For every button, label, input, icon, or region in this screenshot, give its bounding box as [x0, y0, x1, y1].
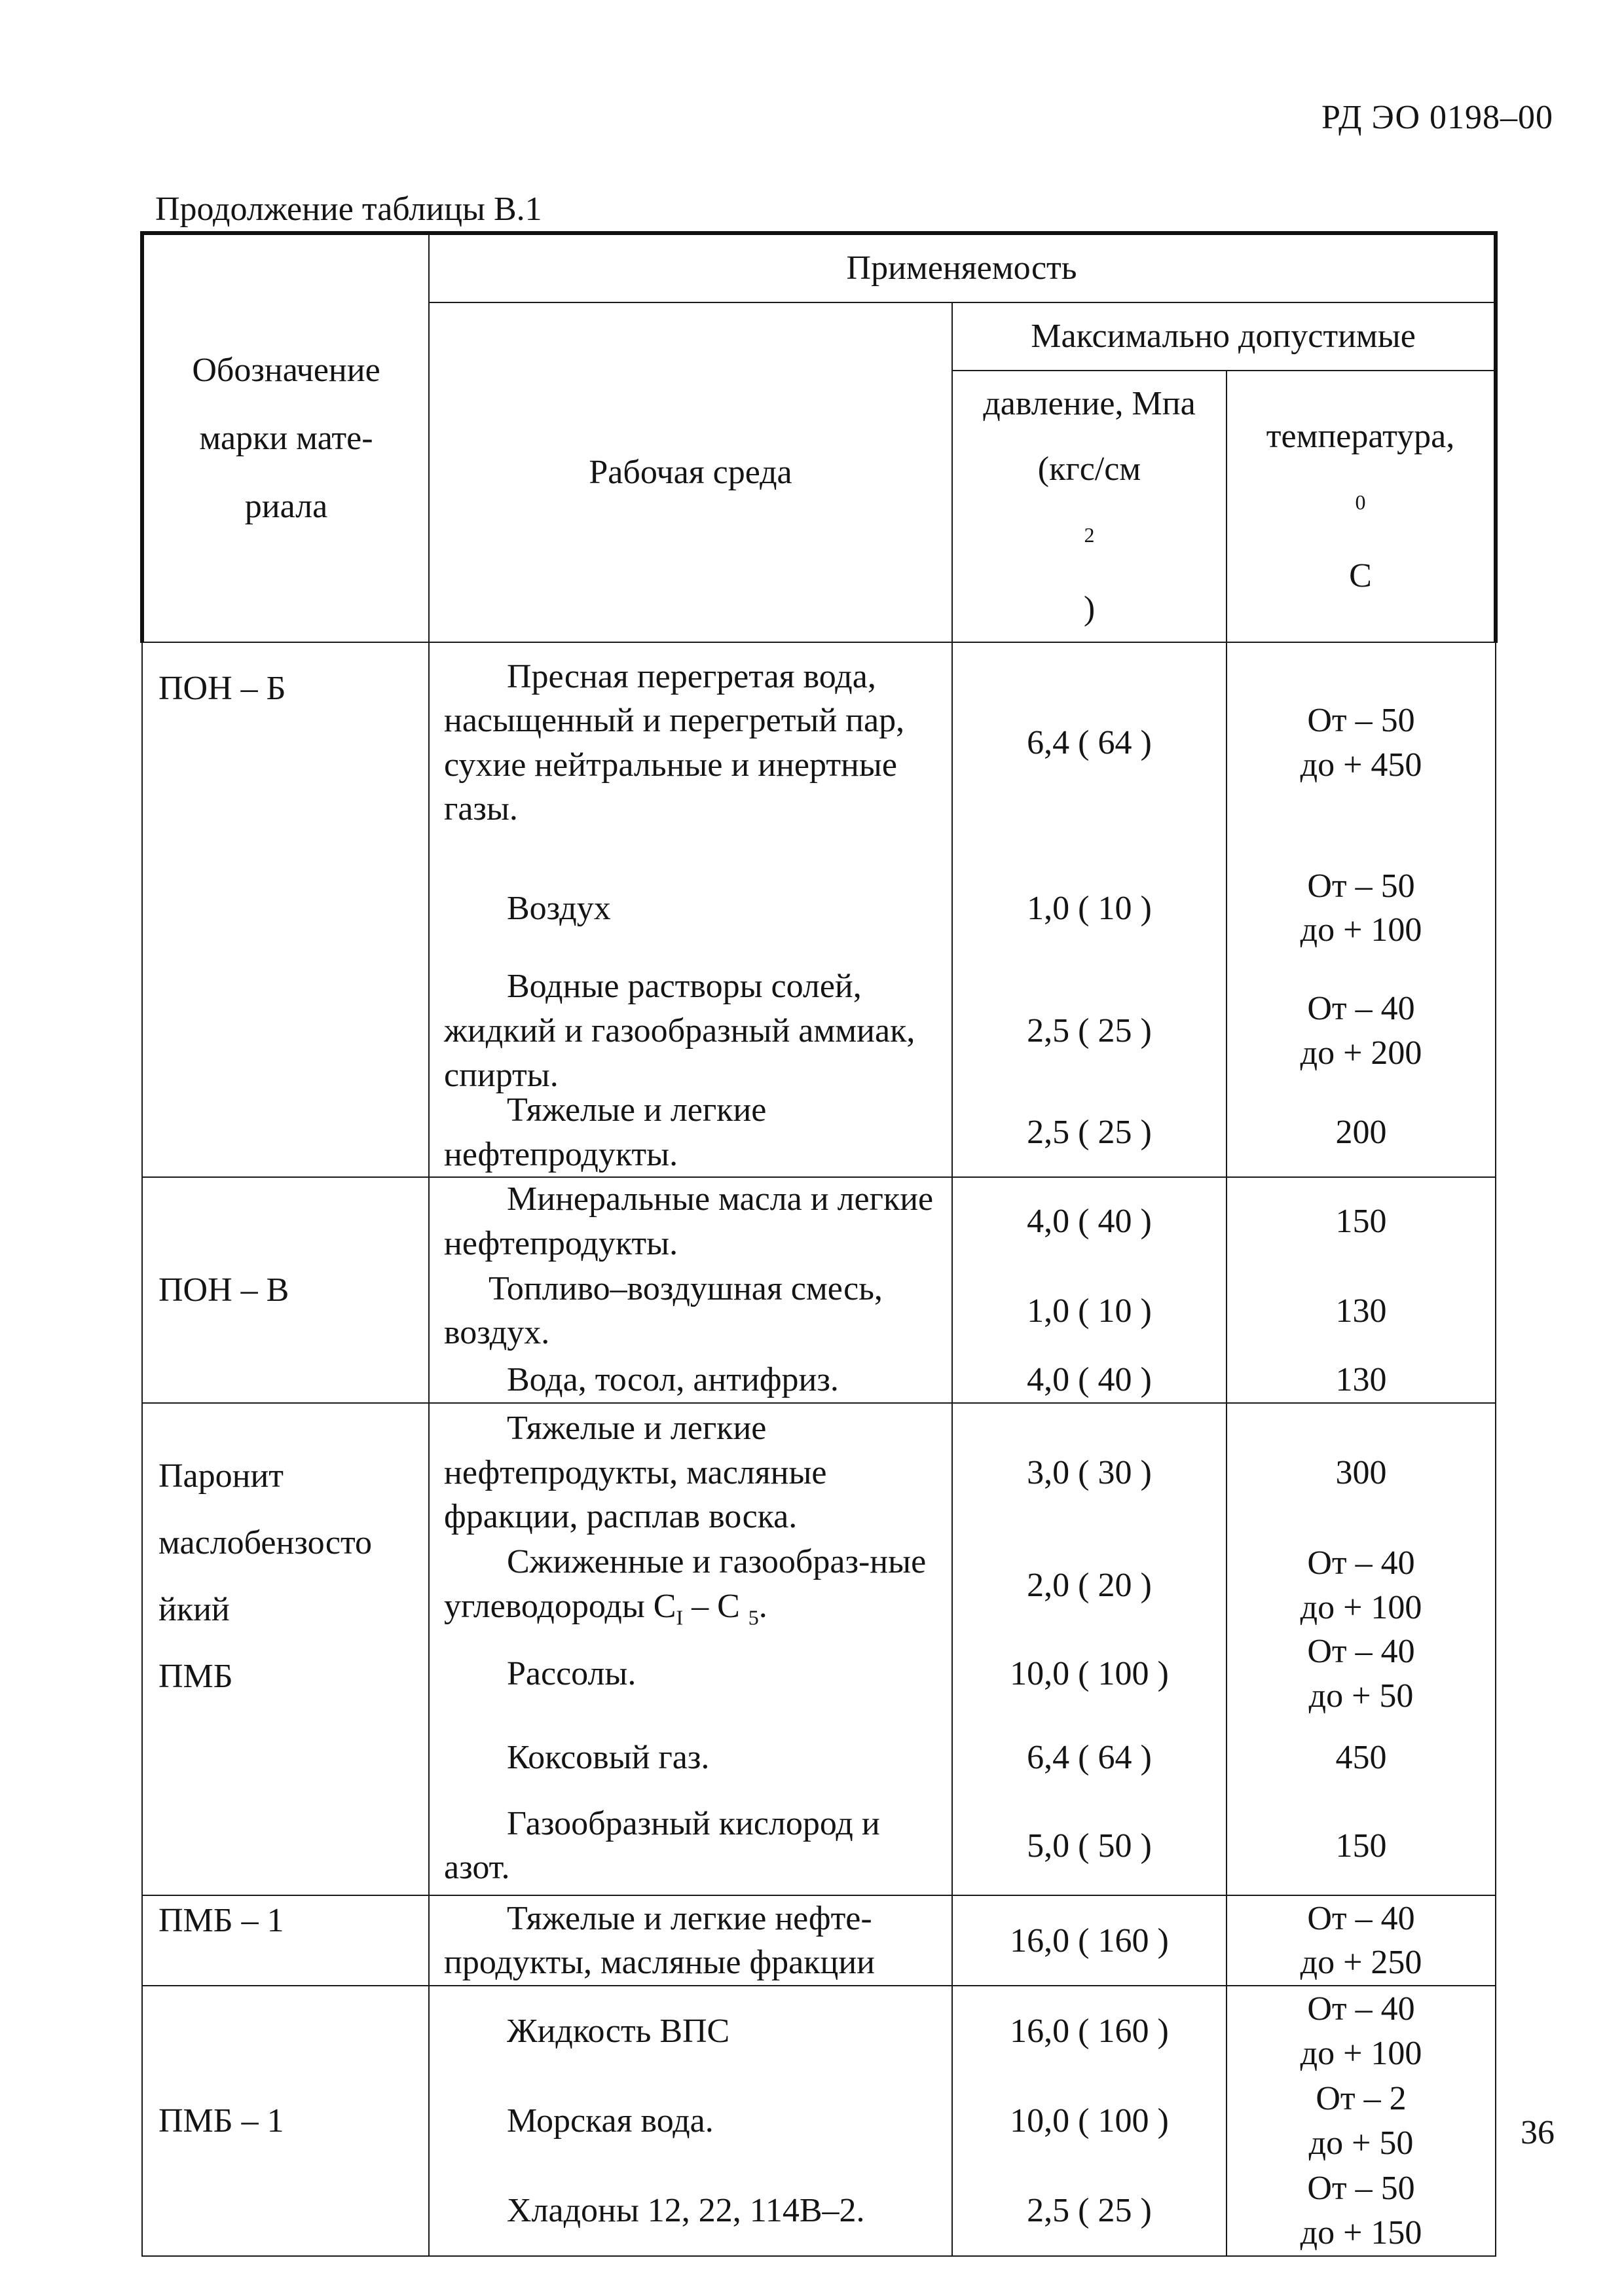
temperature-cell: От – 40 до + 250	[1227, 1895, 1496, 1986]
material-mark: ПОН – В	[142, 1177, 429, 1403]
environment-cell: Минеральные масла и легкие нефтепродукты. Топливо–воздушная смесь, воздух. Вода, тосол, антифриз.	[429, 1177, 952, 1403]
table-row	[142, 642, 1496, 1177]
materials-table	[140, 231, 1498, 2257]
pressure-cell: 16,0 ( 160 ) 10,0 ( 100 ) 2,5 ( 25 )	[952, 1986, 1227, 2256]
environment-cell: Тяжелые и легкие нефте-продукты, масляные фракции	[429, 1895, 952, 1986]
table-caption: Продолжение таблицы В.1	[155, 191, 542, 228]
material-mark: ПОН – Б	[142, 642, 429, 1177]
material-mark: ПМБ – 1	[142, 1895, 429, 1986]
table-row	[142, 1403, 1496, 1895]
temperature-cell: От – 50 до + 450 От – 50 до + 100 От – 40 до + 200 200	[1227, 642, 1496, 1177]
document-code: РД ЭО 0198–00	[1321, 99, 1553, 136]
pressure-cell: 4,0 ( 40 ) 1,0 ( 10 ) 4,0 ( 40 )	[952, 1177, 1227, 1403]
temperature-cell: 150 130 130	[1227, 1177, 1496, 1403]
header-environment: Рабочая среда	[429, 302, 952, 642]
table-row	[142, 1177, 1496, 1403]
pressure-cell: 3,0 ( 30 ) 2,0 ( 20 ) 10,0 ( 100 ) 6,4 ( 64 ) 5,0 ( 50 )	[952, 1403, 1227, 1895]
header-applicability: Применяемость	[429, 233, 1496, 302]
pressure-cell: 16,0 ( 160 )	[952, 1895, 1227, 1986]
material-mark: Паронит маслобензосто йкий ПМБ	[142, 1403, 429, 1895]
material-mark: ПМБ – 1	[142, 1986, 429, 2256]
temperature-cell: От – 40 до + 100 От – 2 до + 50 От – 50 до + 150	[1227, 1986, 1496, 2256]
table-header	[142, 233, 1496, 642]
table-row	[142, 1986, 1496, 2256]
header-mark: Обозначение марки мате- риала	[142, 233, 429, 642]
environment-cell: Жидкость ВПС Морская вода. Хладоны 12, 22, 114В–2.	[429, 1986, 952, 2256]
pressure-cell: 6,4 ( 64 ) 1,0 ( 10 ) 2,5 ( 25 ) 2,5 ( 25 )	[952, 642, 1227, 1177]
header-temperature: температура, $^0$ С	[1227, 371, 1496, 642]
environment-cell: Тяжелые и легкие нефтепродукты, масляные фракции, расплав воска. Сжиженные и газообраз-ные углеводороды $С_I$ – С $_5$. Рассолы. Коксовый газ. Газообразный кислород и азот.	[429, 1403, 952, 1895]
table-row	[142, 1895, 1496, 1986]
temperature-cell: 300 От – 40 до + 100 От – 40 до + 50 450 150	[1227, 1403, 1496, 1895]
page-number: 36	[1521, 2114, 1555, 2151]
header-pressure: давление, Мпа (кгс/см $^2$ )	[952, 371, 1227, 642]
environment-cell: Пресная перегретая вода, насыщенный и перегретый пар, сухие нейтральные и инертные газы. Воздух Водные растворы солей, жидкий и газообразный аммиак, спирты. Тяжелые и легкие нефтепродукты.	[429, 642, 952, 1177]
header-max-allowed: Максимально допустимые	[952, 302, 1496, 371]
